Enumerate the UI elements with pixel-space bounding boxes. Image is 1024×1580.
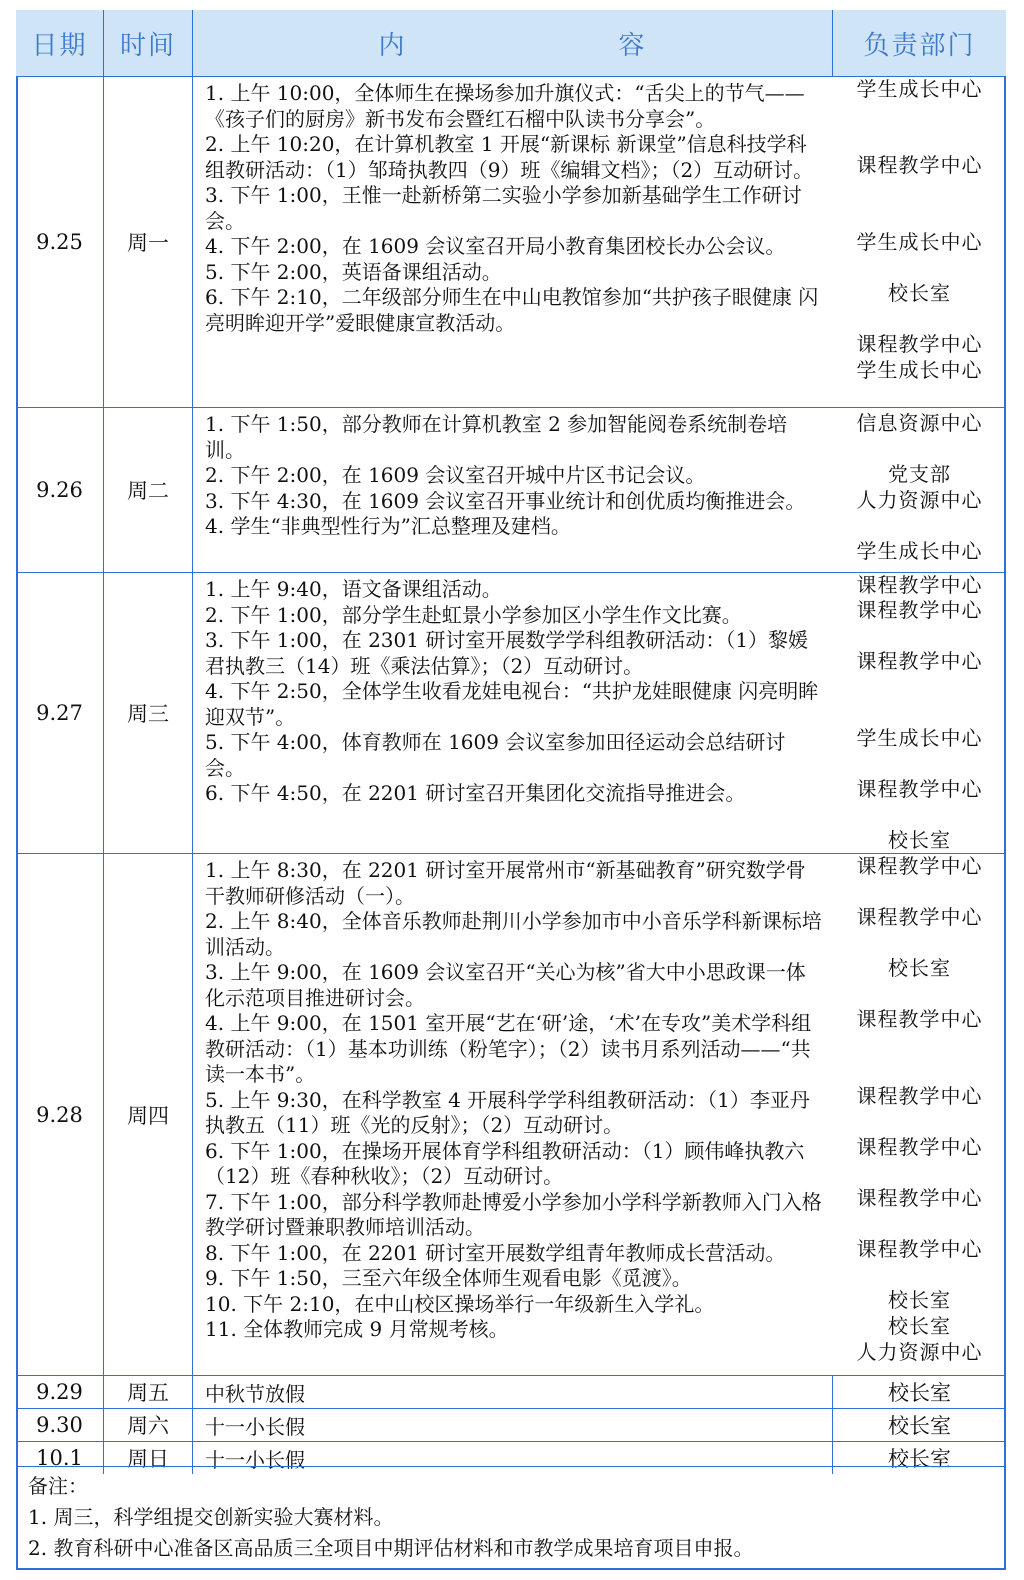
list-item: 7. 下午 1:00，部分科学教师赴博爱小学参加小学科学新教师入门入格教学研讨暨兼职教师培训活动。 [205,1189,822,1239]
row-weekday: 周一 [103,77,192,407]
department-label: 学生成长中心 [856,726,983,750]
list-item: 3. 上午 9:00，在 1609 会议室召开“关心为核”省大中小思政课一体化示范项目推进研讨会。 [205,960,806,1010]
list-item: 3. 下午 1:00，王惟一赴新桥第二实验小学参加新基础学生工作研讨会。 [205,183,802,233]
row-date: 9.26 [36,478,83,502]
row-items [192,77,832,407]
department-label: 校长室 [888,1288,951,1312]
department-label: 课程教学中心 [856,573,983,597]
row-date: 9.25 [36,230,83,254]
row-items [192,573,832,853]
list-item: 3. 下午 4:30，在 1609 会议室召开事业统计和创优质均衡推进会。 [205,488,806,513]
department-label: 校长室 [888,1314,951,1338]
row-date: 9.30 [36,1413,83,1437]
notes-title: 备注： [28,1474,88,1498]
header-time: 时间 [103,10,192,76]
department-label: 课程教学中心 [856,854,983,878]
row-date: 9.28 [36,1102,83,1127]
list-item: 8. 下午 1:00，在 2201 研讨室开展数学组青年教师成长营活动。 [205,1240,786,1265]
department-label: 课程教学中心 [856,1135,983,1159]
table-header [16,10,1006,76]
notes-section [16,1466,1006,1564]
list-item: 5. 下午 4:00，体育教师在 1609 会议室参加田径运动会总结研讨会。 [205,730,786,780]
department-label: 校长室 [832,1442,1006,1474]
list-item: 6. 下午 1:00，在操场开展体育学科组教研活动：（1）顾伟峰执教六（12）班《春种秋收》；（2）互动研讨。 [205,1138,805,1188]
row-items [192,408,832,572]
row-content: 中秋节放假 [192,1376,832,1408]
table-row [16,1375,1006,1408]
list-item: 4. 下午 2:50，全体学生收看龙娃电视台：“共护龙娃眼健康 闪亮明眸迎双节”。 [205,679,819,729]
department-label: 校长室 [832,1409,1006,1441]
department-label: 课程教学中心 [856,598,983,622]
department-label: 人力资源中心 [856,1340,983,1364]
list-item: 1. 上午 10:00，全体师生在操场参加升旗仪式：“舌尖上的节气——《孩子们的厨房》新书发布会暨红石榴中队读书分享会”。 [205,81,805,131]
list-item: 1. 下午 1:50，部分教师在计算机教室 2 参加智能阅卷系统制卷培训。 [205,412,788,462]
department-label: 学生成长中心 [856,230,983,254]
department-label: 课程教学中心 [856,1084,983,1108]
department-label: 课程教学中心 [856,153,983,177]
row-weekday: 周五 [103,1376,192,1408]
department-label: 课程教学中心 [856,649,983,673]
department-label: 校长室 [832,1376,1006,1408]
department-label: 学生成长中心 [856,77,983,101]
row-date: 9.27 [36,701,83,725]
header-date: 日期 [31,30,88,61]
table-row [16,407,1006,572]
list-item: 6. 下午 2:10，二年级部分师生在中山电教馆参加“共护孩子眼健康 闪亮明眸迎开学”爱眼健康宣教活动。 [205,285,819,335]
list-item: 2. 上午 10:20，在计算机教室 1 开展“新课标 新课堂”信息科技学科组教研活动：（1）邹琦执教四（9）班《编辑文档》；（2）互动研讨。 [205,132,814,182]
list-item: 4. 学生“非典型性行为”汇总整理及建档。 [205,514,571,538]
table-row [16,1408,1006,1441]
list-item: 2. 上午 8:40，全体音乐教师赴荆川小学参加市中小音乐学科新课标培训活动。 [205,909,822,959]
table-row [16,853,1006,1375]
department-label: 党支部 [888,462,951,486]
department-label: 课程教学中心 [856,332,983,356]
row-items [192,854,832,1375]
department-label: 课程教学中心 [856,777,983,801]
list-item: 4. 上午 9:00，在 1501 室开展“艺在‘研’途，‘术’在专攻”美术学科组教研活动：（1）基本功训练（粉笔字）；（2）读书月系列活动——“共读一本书”。 [205,1011,812,1086]
row-weekday: 周四 [103,854,192,1375]
department-label: 学生成长中心 [856,358,983,382]
department-label: 信息资源中心 [856,411,983,435]
list-item: 5. 上午 9:30，在科学教室 4 开展科学学科组教研活动：（1）李亚丹执教五（11）班《光的反射》；（2）互动研讨。 [205,1087,810,1137]
department-label: 课程教学中心 [856,1007,983,1031]
department-label: 人力资源中心 [856,488,983,512]
department-label: 校长室 [888,281,951,305]
note-item: 2. 教育科研中心准备区高品质三全项目中期评估材料和市教学成果培育项目申报。 [28,1536,754,1560]
list-item: 10. 下午 2:10，在中山校区操场举行一年级新生入学礼。 [205,1291,715,1316]
row-content: 十一小长假 [192,1409,832,1441]
department-label: 学生成长中心 [856,539,983,563]
row-content: 十一小长假 [192,1442,832,1474]
header-content [192,10,832,76]
note-item: 1. 周三，科学组提交创新实验大赛材料。 [28,1505,394,1529]
table-row [16,76,1006,407]
list-item: 2. 下午 1:00，部分学生赴虹景小学参加区小学生作文比赛。 [205,602,742,627]
list-item: 2. 下午 2:00，在 1609 会议室召开城中片区书记会议。 [205,463,706,487]
row-weekday: 周二 [103,408,192,572]
header-content-left: 内 [378,30,407,61]
list-item: 1. 上午 9:40，语文备课组活动。 [205,577,502,601]
list-item: 6. 下午 4:50，在 2201 研讨室召开集团化交流指导推进会。 [205,781,746,805]
header-department: 负责部门 [832,10,1006,76]
department-label: 课程教学中心 [856,1186,983,1210]
row-weekday: 周三 [103,573,192,853]
department-label: 课程教学中心 [856,905,983,929]
row-weekday: 周日 [103,1442,192,1474]
list-item: 4. 下午 2:00，在 1609 会议室召开局小教育集团校长办公会议。 [205,234,786,258]
list-item: 9. 下午 1:50，三至六年级全体师生观看电影《觅渡》。 [205,1266,692,1290]
header-content-right: 容 [618,30,647,61]
list-item: 11. 全体教师完成 9 月常规考核。 [205,1317,509,1341]
row-date: 9.29 [36,1380,83,1404]
list-item: 3. 下午 1:00，在 2301 研讨室开展数学学科组教研活动：（1）黎媛君执教三（14）班《乘法估算》；（2）互动研讨。 [205,628,809,678]
table-row [16,572,1006,853]
row-weekday: 周六 [103,1409,192,1441]
list-item: 5. 下午 2:00，英语备课组活动。 [205,259,502,284]
row-date: 10.1 [36,1446,83,1470]
department-label: 校长室 [888,956,951,980]
list-item: 1. 上午 8:30，在 2201 研讨室开展常州市“新基础教育”研究数学骨干教师研修活动（一）。 [205,858,806,908]
department-label: 课程教学中心 [856,1237,983,1261]
department-label: 校长室 [888,828,951,852]
